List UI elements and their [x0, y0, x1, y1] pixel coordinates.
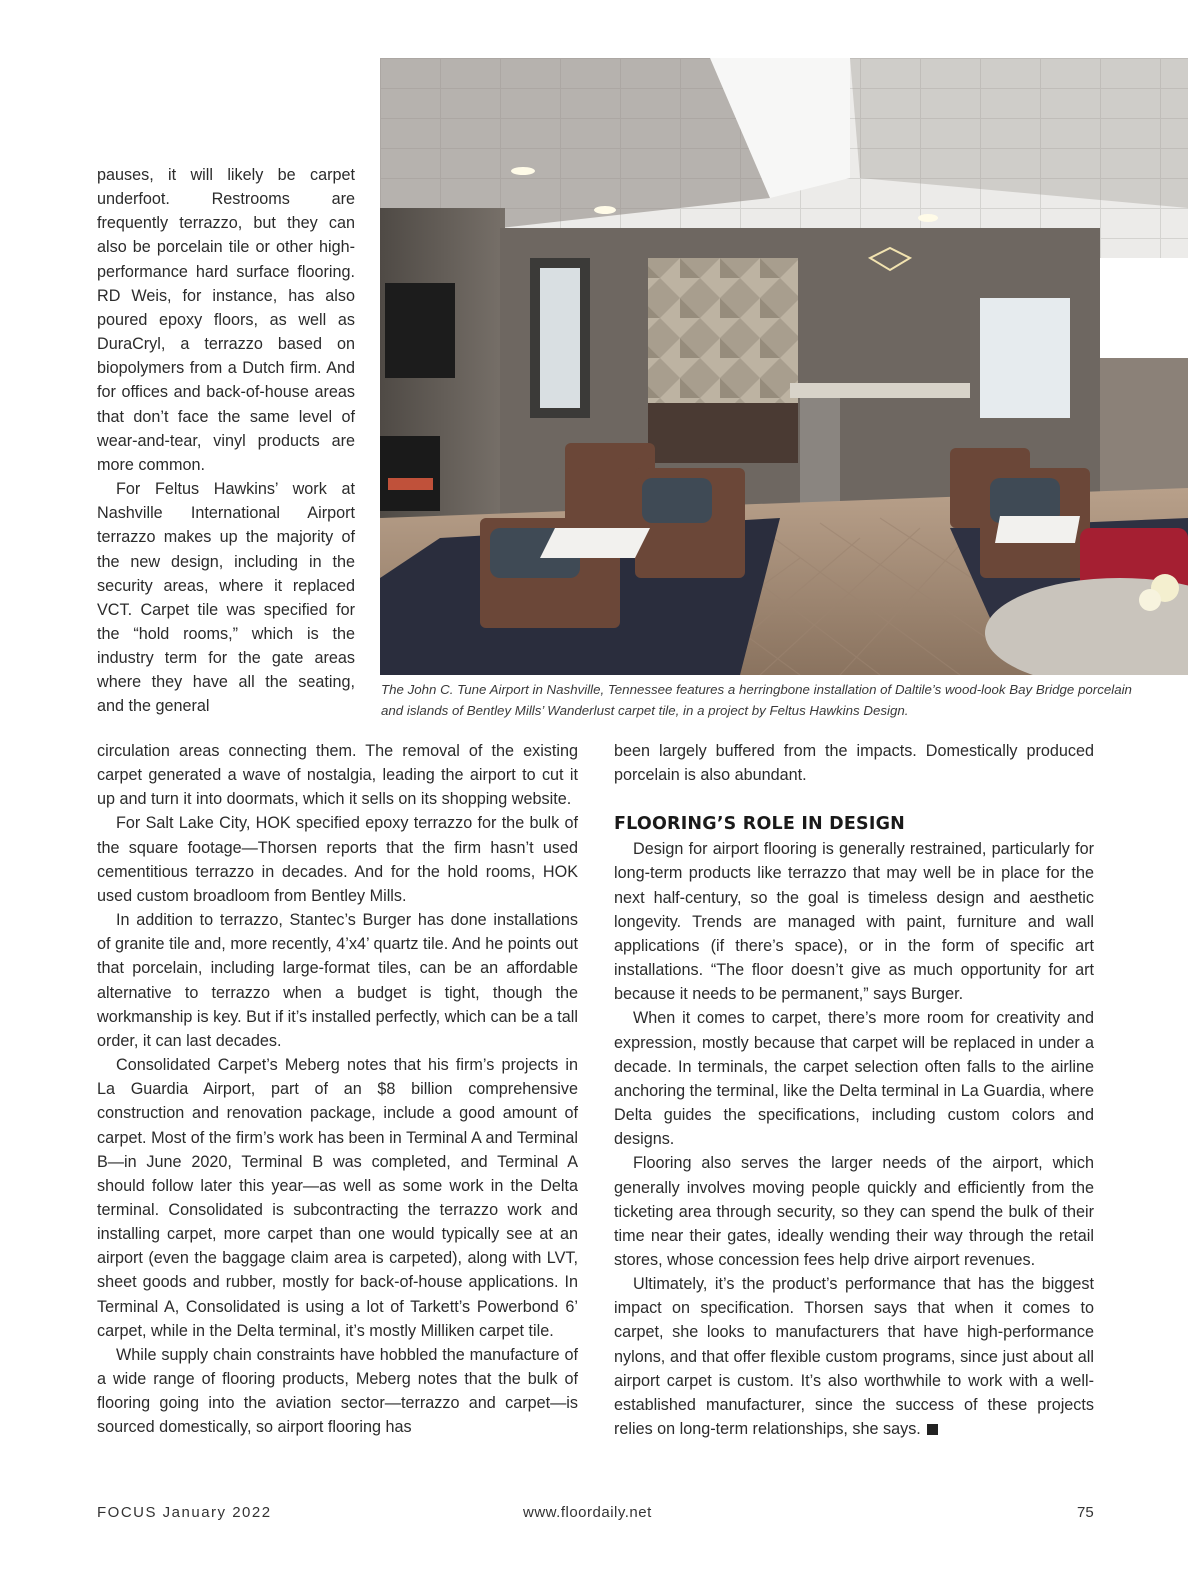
article-column-left-top [97, 163, 355, 719]
article-paragraph: In addition to terrazzo, Stantec’s Burger has done installations of granite tile and, more recently, 4’x4’ quartz tile. And he points out that porcelain, including large-format tiles, can be an affordable alternative to terrazzo when a budget is tight, though the workmanship is key. But if it’s installed perfectly, which can be a tall order, it can last decades. [97, 911, 578, 1050]
article-paragraph: pauses, it will likely be carpet underfoot. Restrooms are frequently terrazzo, but they can also be porcelain tile or other high-performance hard surface flooring. RD Weis, for instance, has also poured epoxy floors, as well as DuraCryl, a terrazzo based on biopolymers from a Dutch firm. And for offices and back-of-house areas that don’t face the same level of wear-and-tear, vinyl products are more common. [97, 166, 355, 474]
article-paragraph: For Feltus Hawkins’ work at Nashville International Airport terrazzo makes up the majority of the new design, including in the security areas, where it replaced VCT. Carpet tile was specified for the “hold rooms,” which is the industry term for the gate areas where they have all the seating, and the general [97, 480, 355, 716]
article-paragraph: circulation areas connecting them. The removal of the existing carpet generated a wave of nostalgia, leading the airport to cut it up and turn it into doormats, which it sells on its shopping website. [97, 742, 578, 809]
airport-lounge-photo-icon [380, 58, 1188, 675]
airport-lounge-photo [380, 58, 1188, 675]
article-paragraph: For Salt Lake City, HOK specified epoxy terrazzo for the bulk of the square footage—Thorsen reports that the firm hasn’t used cementitious terrazzo in decades. And for the hold rooms, HOK used custom broadloom from Bentley Mills. [97, 814, 578, 905]
article-paragraph-text: Ultimately, it’s the product’s performance that has the biggest impact on specification. Thorsen says that when it comes to carpet, she looks to manufacturers that have high-performance nylons, and that offer flexible custom programs, since just about all airport carpet is custom. It’s also worthwhile to work with a well-established manufacturer, since the success of these projects relies on long-term relationships, she says. [614, 1275, 1094, 1439]
page-number: 75 [1077, 1504, 1094, 1521]
article-paragraph: been largely buffered from the impacts. Domestically produced porcelain is also abundant. [614, 742, 1094, 785]
article-paragraph: When it comes to carpet, there’s more room for creativity and expression, mostly because that carpet will be replaced in under a decade. In terminals, the carpet selection often falls to the airline anchoring the terminal, like the Delta terminal in La Guardia, where Delta guides the specifications, including custom colors and designs. [614, 1009, 1094, 1149]
footer-website-link[interactable]: www.floordaily.net [523, 1504, 652, 1521]
end-of-article-icon [927, 1424, 938, 1435]
section-heading: FLOORING’S ROLE IN DESIGN [614, 814, 905, 835]
photo-caption: The John C. Tune Airport in Nashville, Tennessee features a herringbone installation of Daltile’s wood-look Bay Bridge porcelain and islands of Bentley Mills’ Wanderlust carpet tile, in a project by Feltus Hawkins Design. [381, 682, 1132, 718]
article-paragraph: Flooring also serves the larger needs of the airport, which generally involves moving people quickly and efficiently from the ticketing area through security, so they can spend the bulk of their time near their gates, ideally wending their way through the retail stores, whose concession fees help drive airport revenues. [614, 1154, 1094, 1269]
article-paragraph: While supply chain constraints have hobbled the manufacture of a wide range of flooring products, Meberg notes that the bulk of flooring going into the aviation sector—terrazzo and carpet—is sourced domestically, so airport flooring has [97, 1345, 578, 1437]
article-paragraph: Design for airport flooring is generally restrained, particularly for long-term products like terrazzo that may well be in place for the next half-century, so the goal is timeless design and aesthetic longevity. Trends are managed with paint, furniture and wall applications (if there’s space), or in the form of specific art installations. “The floor doesn’t give as much opportunity for art because it needs to be permanent,” says Burger. [614, 840, 1094, 1004]
article-paragraph [614, 1272, 1094, 1441]
article-column-left [97, 739, 578, 1440]
article-paragraph: Consolidated Carpet’s Meberg notes that his firm’s projects in La Guardia Airport, part of an $8 billion comprehensive construction and renovation package, include a good amount of carpet. Most of the firm’s work has been in Terminal A and Terminal B—in June 2020, Terminal B was completed, and Terminal A should follow later this year—as well as some work in the Delta terminal. Consolidated is subcontracting the terrazzo work and installing carpet, more carpet than one would typically see at an airport (even the baggage claim area is carpeted), along with LVT, sheet goods and rubber, mostly for back-of-house applications. In Terminal A, Consolidated is using a lot of Tarkett’s Powerbond 6’ carpet, while in the Delta terminal, it’s mostly Milliken carpet tile. [97, 1056, 578, 1340]
footer-publication: FOCUS January 2022 [97, 1504, 272, 1521]
article-column-right [614, 739, 1094, 1441]
